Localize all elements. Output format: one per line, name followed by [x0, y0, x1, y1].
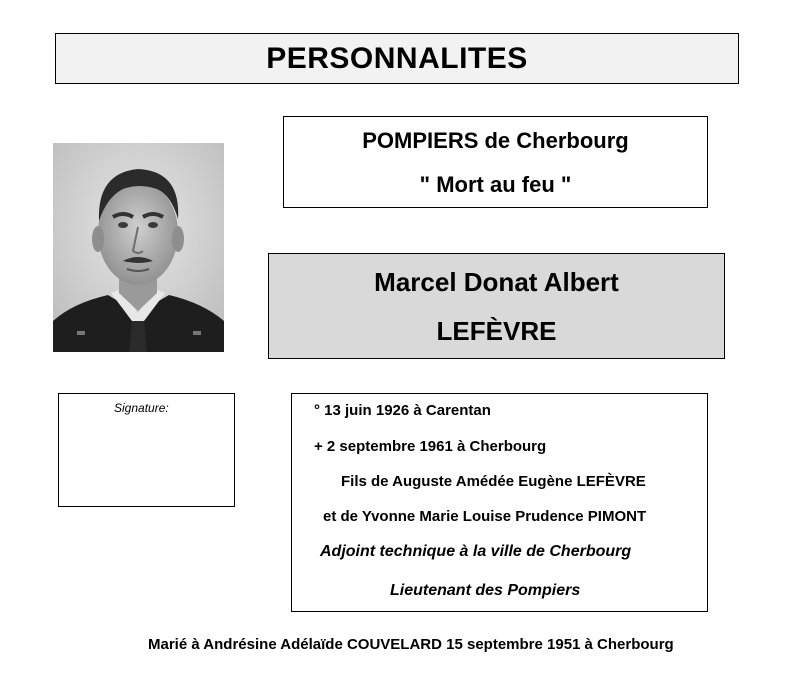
pompiers-box: [283, 116, 708, 208]
given-names: Marcel Donat Albert: [374, 266, 619, 297]
father-line: Fils de Auguste Amédée Eugène LEFÈVRE: [341, 473, 646, 490]
page-title: PERSONNALITES: [266, 41, 528, 75]
surname: LEFÈVRE: [436, 315, 557, 346]
details-box: [291, 393, 708, 612]
signature-box: [58, 393, 235, 507]
birth-line: ° 13 juin 1926 à Carentan: [314, 402, 491, 419]
name-box: [268, 253, 725, 359]
mother-line: et de Yvonne Marie Louise Prudence PIMONT: [323, 508, 647, 525]
rank-line: Lieutenant des Pompiers: [390, 582, 581, 599]
portrait-image: [53, 143, 224, 352]
death-line: + 2 septembre 1961 à Cherbourg: [314, 438, 547, 455]
header-banner: [55, 33, 739, 84]
portrait-photo: [53, 143, 224, 352]
mort-au-feu-label: " Mort au feu ": [419, 172, 572, 197]
pompiers-heading: POMPIERS de Cherbourg: [362, 128, 629, 153]
marriage-line: Marié à Andrésine Adélaïde COUVELARD 15 septembre 1951 à Cherbourg: [148, 636, 674, 653]
signature-label: Signature:: [114, 401, 169, 415]
occupation-line: Adjoint technique à la ville de Cherbourg: [320, 543, 632, 560]
